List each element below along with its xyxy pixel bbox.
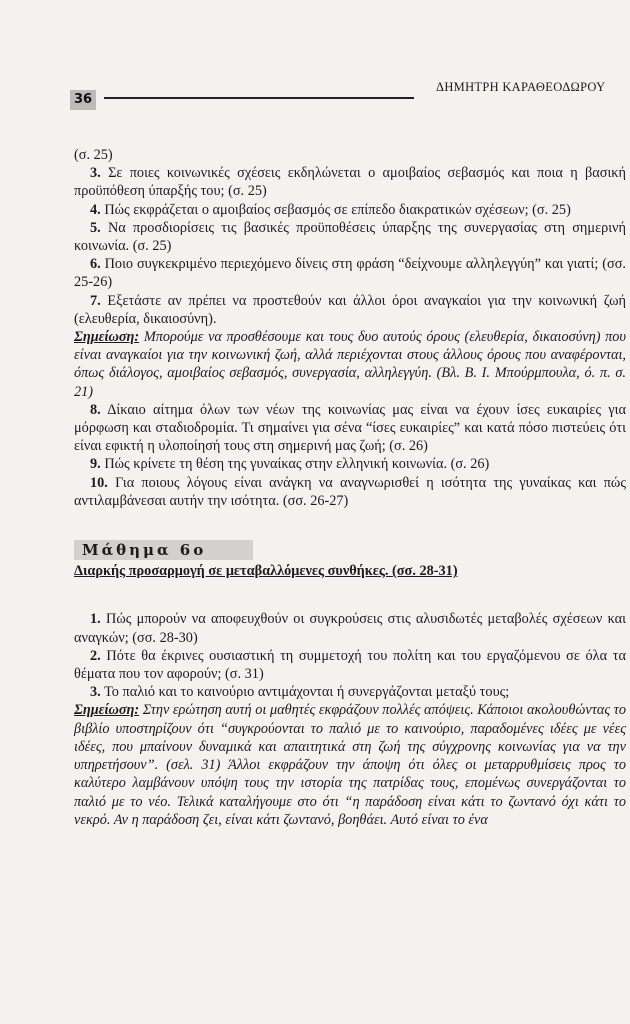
question-number: 5.: [90, 219, 101, 236]
question-number: 3.: [90, 165, 101, 182]
continuation-text: (σ. 25): [74, 147, 113, 163]
note-2: [74, 701, 626, 828]
question-I: [74, 610, 626, 646]
question-text: Να προσδιορίσεις τις βασικές προϋποθέσεις ύπαρξης της συνεργασίας στη σημερινή κοινωνία. (σ. 25): [74, 219, 626, 255]
question-text: Ποιο συγκεκριμένο περιεχόμενο δίνεις στη φράση “δείχνουμε αλληλεγγύη” και γιατί; (σσ. 25-26): [74, 256, 626, 291]
question-text: Πώς εκφράζεται ο αμοιβαίος σεβασμός σε επίπεδο διακρατικών σχέσεων; (σ. 25): [104, 201, 571, 218]
question-8: [74, 401, 626, 456]
question-text: Πώς μπορούν να αποφευχθούν οι συγκρούσεις στις αλυσιδωτές μεταβολές σχέσεων και αναγκών; (σσ. 28-30): [74, 611, 626, 646]
question-7: [74, 292, 626, 328]
note-label: Σημείωση:: [74, 702, 140, 719]
question-number: 2.: [90, 647, 101, 664]
question-text: Δίκαιο αίτημα όλων των νέων της κοινωνίας μας είναι να έχουν ίσες ευκαιρίες για μόρφωση και σταδιοδρομία. Τι σημαίνει για σένα “ίσες ευκαιρίες” και κατά πόσο πιστεύεις ότι είναι εφικτή η υλοποίησή τους στη σημερινή μας ζωή; (σ. 26): [74, 401, 626, 455]
question-III: [74, 683, 626, 701]
question-5: [74, 219, 626, 255]
question-number: 7.: [90, 292, 101, 309]
page-body: [74, 146, 626, 829]
running-head: ΔΗΜΗΤΡΗ ΚΑΡΑΘΕΟΔΩΡΟΥ: [436, 80, 606, 94]
question-text: Σε ποιες κοινωνικές σχέσεις εκδηλώνεται ο αμοιβαίος σεβασμός και ποια η βασική προϋπόθεση ύπαρξής του; (σ. 25): [74, 165, 626, 200]
question-number: 3.: [90, 684, 101, 701]
note-1: [74, 328, 626, 401]
question-10: [74, 474, 626, 510]
page-header: [0, 80, 630, 110]
header-rule: [104, 97, 414, 99]
question-number: 10.: [90, 474, 108, 491]
question-number: 8.: [90, 401, 101, 418]
question-II: [74, 647, 626, 683]
note-text: Μπορούμε να προσθέσουμε και τους δυο αυτούς όρους (ελευθερία, δικαιοσύνη) που είναι αναγκαίοι για την κοινωνική ζωή, αλλά περιέχονται στους άλλους όρους που αναφέρονται, όπως διάλογος, αμοιβαίος σεβασμός, συνεργασία, αλληλεγγύη. (Βλ. Β. Ι. Μπούρμπουλα, ό. π. σ. 21): [74, 329, 626, 400]
note-label: Σημείωση:: [74, 329, 140, 346]
question-number: 6.: [90, 256, 101, 273]
question-9: [74, 455, 626, 473]
spacer: [74, 580, 626, 610]
question-text: Για ποιους λόγους είναι ανάγκη να αναγνωρισθεί η ισότητα της γυναίκας και πώς αντιλαμβάνεσαι αυτήν την ισότητα. (σσ. 26-27): [74, 474, 627, 509]
lesson-subtitle: Διαρκής προσαρμογή σε μεταβαλλόμενες συνθήκες. (σσ. 28-31): [74, 563, 458, 580]
page-number: 36: [70, 90, 96, 110]
question-text: Εξετάστε αν πρέπει να προστεθούν και άλλοι όροι αναγκαίοι για την κοινωνική ζωή (ελευθερία, δικαιοσύνη).: [74, 292, 627, 327]
question-3: [74, 164, 626, 200]
question-4: [74, 201, 626, 219]
question-number: 1.: [90, 611, 101, 628]
question-text: Το παλιό και το καινούριο αντιμάχονται ή συνεργάζονται μεταξύ τους;: [104, 684, 510, 701]
lesson-title: Μάθημα 6ο: [74, 540, 253, 560]
question-text: Πότε θα έκρινες ουσιαστική τη συμμετοχή του πολίτη και του εργαζόμενου σε όλα τα θέματα που τον αφορούν; (σ. 31): [74, 647, 626, 683]
question-text: Πώς κρίνετε τη θέση της γυναίκας στην ελληνική κοινωνία. (σ. 26): [104, 456, 490, 473]
question-number: 4.: [90, 201, 101, 218]
question-number: 9.: [90, 456, 101, 473]
question-6: [74, 255, 626, 291]
note-text: Στην ερώτηση αυτή οι μαθητές εκφράζουν πολλές απόψεις. Κάποιοι ακολουθώντας το βιβλίο υποστηρίζουν ότι “συγκρούονται το παλιό με το καινούριο, παραδομένες ιδέες με νέες ιδέες, που μπαίνουν δυναμικά και απαιτητικά στη ζωή της σύγχρονης κοινωνίας για να την υπηρετήσουν”. (σελ. 31) Άλλοι εκφράζουν την άποψη ότι όλες οι μεταρρυθμίσεις προς το καλύτερο λαμβάνουν υπόψη τους την ιστορία της πατρίδας τους, επομένως συνεργάζονται το παλιό με το νέο. Τελικά καταλήγουμε στο ότι “η παράδοση είναι κάτι το ζωντανό όχι κάτι το νεκρό. Αν η παράδοση ζει, είναι κάτι ζωντανό, βοηθάει. Αυτό είναι το ένα: [74, 702, 626, 828]
